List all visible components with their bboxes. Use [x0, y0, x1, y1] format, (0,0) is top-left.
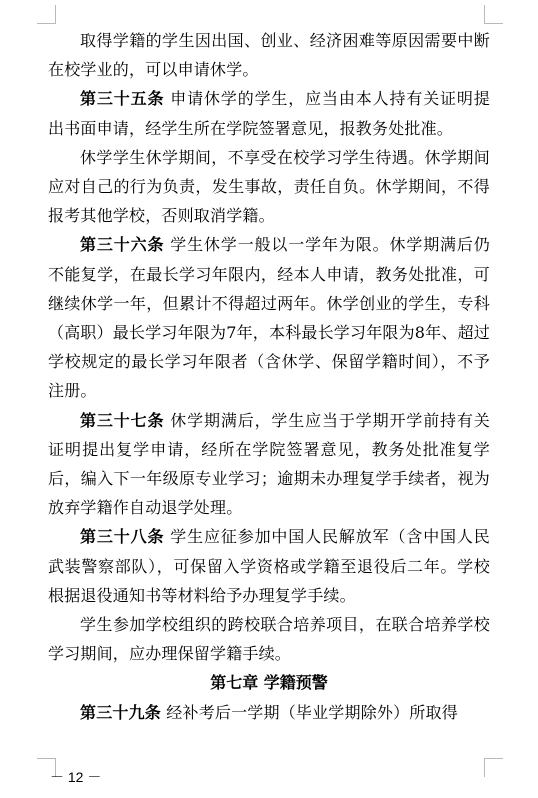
article-label: 第三十六条	[80, 235, 165, 255]
paragraph-article-36	[48, 230, 490, 405]
paragraph-article-35	[48, 84, 490, 142]
paragraph-text: 休学期满后，学生应当于学期开学前持有关证明提出复学申请，经所在学院签署意见，教务处批准复学后，编入下一年级原专业学习；逾期未办理复学手续者，视为放弃学籍作自动退学处理。	[48, 410, 490, 518]
paragraph-text: 休学学生休学期间，不享受在校学习学生待遇。休学期间应对自己的行为负责，发生事故，责任自负。休学期间，不得报考其他学校，否则取消学籍。	[48, 147, 490, 226]
paragraph-text: 学生参加学校组织的跨校联合培养项目，在联合培养学校学习期间，应办理保留学籍手续。	[48, 615, 490, 664]
article-label: 第三十七条	[80, 410, 165, 430]
crop-mark-bottom-right	[484, 758, 503, 777]
paragraph-suspension-period	[48, 143, 490, 231]
paragraph-text: 经补考后一学期（毕业学期除外）所取得	[161, 703, 458, 723]
paragraph-joint-training	[48, 610, 490, 668]
crop-mark-top-right	[484, 5, 503, 24]
paragraph-text: 申请休学的学生，应当由本人持有关证明提出书面申请，经学生所在学院签署意见，报教务处批准。	[48, 89, 490, 138]
paragraph-article-39	[48, 698, 490, 727]
paragraph-article-37	[48, 406, 490, 523]
paragraph-text: 取得学籍的学生因出国、创业、经济困难等原因需要中断在校学业的，可以申请休学。	[48, 31, 490, 80]
paragraph-article-38	[48, 522, 490, 610]
chapter-title: 第七章 学籍预警	[210, 673, 328, 693]
article-label: 第三十五条	[80, 89, 165, 109]
article-label: 第三十八条	[80, 527, 165, 547]
paragraph-suspension-reason	[48, 26, 490, 84]
paragraph-text: 学生应征参加中国人民解放军（含中国人民武装警察部队），可保留入学资格或学籍至退役后二年。学校根据退役通知书等材料给予办理复学手续。	[48, 527, 490, 605]
document-body	[48, 26, 490, 728]
page-number: － 12 －	[50, 769, 102, 785]
paragraph-text: 学生休学一般以一学年为限。休学期满后仍不能复学，在最长学习年限内，经本人申请，教务处批准，可继续休学一年，但累计不得超过两年。休学创业的学生，专科（高职）最长学习年限为7年，本科最长学习年限为8年、超过学校规定的最长学习年限者（含休学、保留学籍时间），不予注册。	[48, 235, 490, 401]
article-label: 第三十九条	[80, 703, 162, 723]
crop-mark-top-left	[37, 5, 56, 24]
